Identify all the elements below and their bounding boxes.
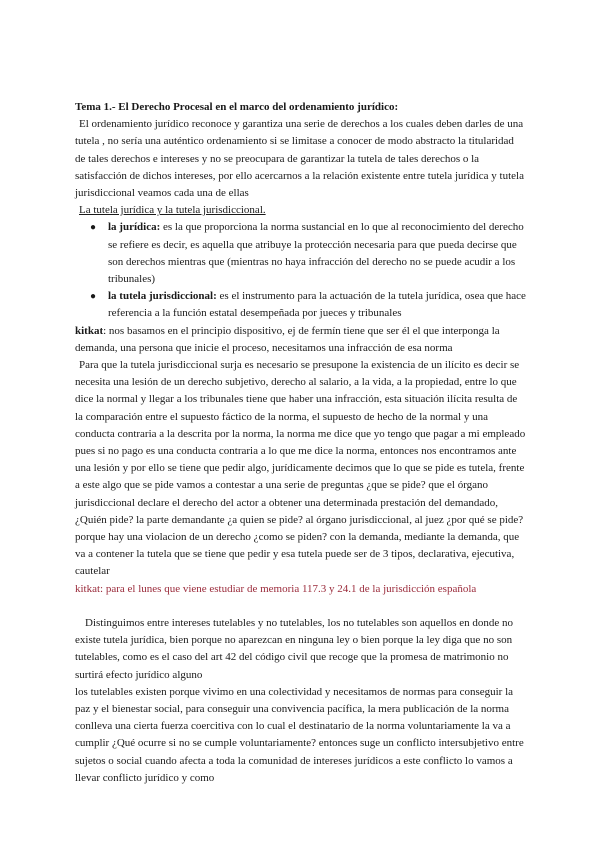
bullet-icon: ●: [90, 291, 97, 303]
list-item-term: la jurídica:: [108, 221, 161, 234]
kitkat-label: kitkat: [75, 324, 104, 337]
paragraph-tutelables: los tutelables existen porque vivimo en una colectividad y necesitamos de normas para conseguir la paz y el bienestar social, para conseguir una convivencia pacífica, la mera publicación de la norma conlleva una cierta fuerza coercitiva con lo cual el destinatario de la norma voluntariamente la va a cumplir ¿Qué ocurre si no se cumple voluntariamente? entonces suge un conflicto intersubjetivo entre sujetos o social cuando afecta a toda la comunidad de intereses jurídicos a este conflicto lo vamos a llevar conflicto jurídico y como: [75, 685, 524, 784]
list-item-term: la tutela jurisdiccional:: [108, 290, 217, 303]
document-title: Tema 1.- El Derecho Procesal en el marco del ordenamiento jurídico:: [75, 101, 399, 113]
subheading-text: La tutela jurídica y la tutela jurisdiccional.: [79, 204, 266, 217]
list-item-text: es la que proporciona la norma sustancial en lo que al reconocimiento del derecho se refiere es decir, es aquella que atribuye la protección necesaria para que pueda decirse que son derechos mientras que (mientras no haya infracción del derecho no se puede acudir a los tribunales): [108, 221, 524, 286]
paragraph-tutela: Para que la tutela jurisdiccional surja es necesario se presupone la existencia de un ilícito es decir se necesita una lesión de un derecho subjetivo, derecho al salario, a la vida, a la propiedad, entre lo que dice la normal y llegar a los tribunales tiene que haber una infracción, esta situación ilícita resulta de la comparación entre el supuesto fáctico de la norma, el supuesto de hecho de la normal y una conducta contraria a la descrita por la norma, la norma me dice que yo tengo que pagar a mi empleado pues si no pago es una conducta contraria a lo que me dice la norma, entonces nos encontramos ante una lesión y por ello se tiene que pedir algo, jurídicamente decimos que lo que se pide es tutela, frente a este algo que se pide vamos a contestar a una serie de preguntas ¿que se pide? que el órgano jurisdiccional declare el derecho del actor a obtener una determinada prestación del demandado, ¿Quién pide? la parte demandante ¿a quien se pide? al órgano jurisdiccional, al juez ¿por qué se pide? porque hay una violacion de un derecho ¿como se piden? con la demanda, mediante la demanda, que va a contener la tutela que se tiene que pedir y esa tutela puede ser de 3 tipos, declarativa, ejecutiva, cautelar: [75, 359, 526, 578]
list-item-text: es el instrumento para la actuación de la tutela jurídica, osea que hace referencia a la función estatal desempeñada por jueces y tribunales: [108, 290, 526, 320]
kitkat-note-1: [75, 323, 527, 357]
list-item: [90, 288, 527, 322]
subheading: [75, 202, 527, 219]
paragraph-intereses: Distinguimos entre intereses tutelables y no tutelables, los no tutelables son aquellos en donde no existe tutela jurídica, bien porque no aparezcan en ninguna ley o bien porque la ley diga que no son tutelables, como es el caso del art 42 del código civil que recoge que la promesa de matrimonio no surtirá efecto jurídico alguno: [75, 616, 514, 681]
document-body: [75, 99, 527, 787]
definitions-list: [75, 219, 527, 322]
paragraph-intro: El ordenamiento jurídico reconoce y garantiza una serie de derechos a los cuales deben darles de una tutela , no sería una auténtico ordenamiento si se limitase a conocer de modo abstracto la titularidad de tales derechos e intereses y no se preocupara de garantizar la tutela de tales derechos o la satisfacción de dichos intereses, por ello acercarnos a la relación existente entre tutela jurídica y tutela jurisdiccional veamos cada una de ellas: [75, 118, 524, 200]
kitkat-note-2: kitkat: para el lunes que viene estudiar de memoria 117.3 y 24.1 de la jurisdicción española: [75, 582, 477, 595]
kitkat-text: : nos basamos en el principio dispositivo, ej de fermín tiene que ser él el que interponga la demanda, una persona que inicie el proceso, necesitamos una infracción de esa norma: [75, 324, 500, 354]
bullet-icon: ●: [90, 222, 97, 234]
list-item: [90, 219, 527, 288]
paragraph-gap: [75, 598, 527, 615]
